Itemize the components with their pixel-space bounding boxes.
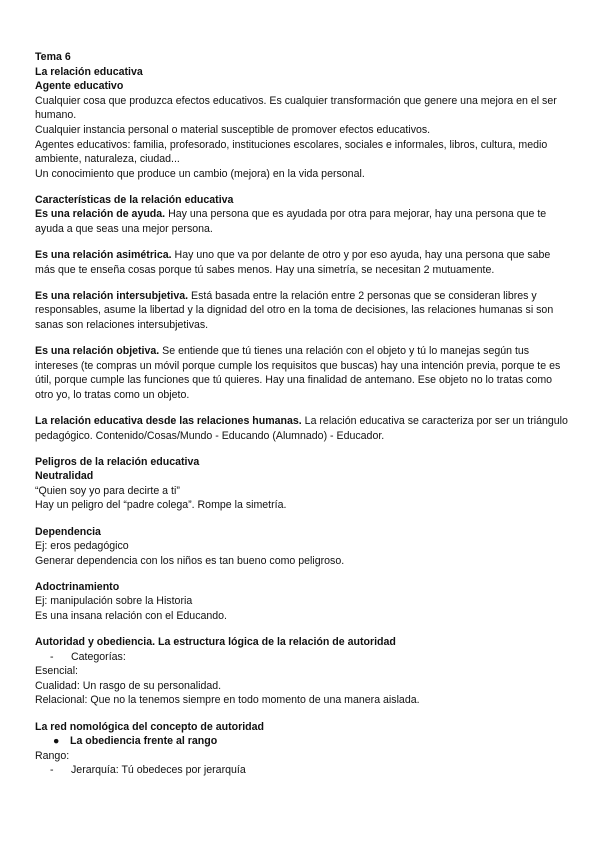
document-title: La relación educativa — [35, 65, 143, 78]
autoridad-esencial: Esencial: — [35, 665, 78, 678]
peligro-title-dependencia: Dependencia — [35, 525, 101, 538]
list-item-text: Jerarquía: Tú obedeces por jerarquía — [71, 764, 246, 777]
red-rango: Rango: — [35, 749, 70, 762]
caracteristica-label: Es una relación objetiva. — [35, 345, 160, 358]
caracteristica-text: La relación educativa se caracteriza por ser un triángulo pedagógico. Contenido/Cosas/Mundo - Educando (Alumnado) - Educador. — [35, 414, 568, 442]
peligro-text: Generar dependencia con los niños es tan bueno como peligroso. — [35, 554, 345, 567]
agente-paragraph-1: Cualquier cosa que produzca efectos educativos. Es cualquier transformación que genere una mejora en el ser humano. — [35, 94, 557, 122]
section-heading-red-nomologica: La red nomológica del concepto de autoridad — [35, 720, 264, 733]
peligro-example: Ej: eros pedagógico — [35, 540, 129, 553]
caracteristica-text: Hay una persona que es ayudada por otra para mejorar, hay una persona que te ayuda a que seas una mejor persona. — [35, 208, 547, 236]
caracteristica-label: Es una relación de ayuda. — [35, 208, 166, 221]
bullet-marker: ● — [53, 735, 60, 748]
list-item-text: Categorías: — [71, 650, 126, 663]
caracteristica-asimetrica — [35, 248, 570, 277]
caracteristica-text: Hay uno que va por delante de otro y por eso ayuda, hay una persona que sabe más que te enseña cosas porque tú sabes menos. Hay una simetría, se necesitan 2 mutuamente. — [35, 249, 551, 276]
caracteristica-objetiva — [35, 344, 570, 402]
peligro-quote: “Quien soy yo para decirte a ti” — [35, 484, 180, 497]
caracteristica-ayuda — [35, 207, 570, 236]
section-heading-autoridad: Autoridad y obediencia. La estructura lógica de la relación de autoridad — [35, 636, 396, 649]
peligro-text: Es una insana relación con el Educando. — [35, 610, 227, 622]
bullet-text: La obediencia frente al rango — [70, 735, 218, 748]
caracteristica-intersubjetiva — [35, 289, 570, 333]
topic-number: Tema 6 — [35, 51, 71, 63]
caracteristica-relaciones-humanas — [35, 414, 570, 443]
autoridad-cualidad: Cualidad: Un rasgo de su personalidad. — [35, 679, 222, 692]
list-item-jerarquia — [35, 763, 570, 778]
agente-paragraph-3: Agentes educativos: familia, profesorado, instituciones escolares, sociales e informales, libros, cultura, medio ambiente, naturaleza, ciudad... — [35, 138, 548, 166]
peligro-title-adoctrinamiento: Adoctrinamiento — [35, 580, 120, 593]
caracteristica-label: Es una relación intersubjetiva. — [35, 289, 189, 302]
caracteristica-label: Es una relación asimétrica. — [35, 249, 172, 262]
section-heading-caracteristicas: Características de la relación educativa — [35, 193, 234, 206]
section-heading-agente: Agente educativo — [35, 80, 124, 93]
peligro-title-neutralidad: Neutralidad — [35, 470, 94, 483]
list-item-categorias — [35, 650, 570, 665]
caracteristica-label: La relación educativa desde las relaciones humanas. — [35, 414, 302, 427]
caracteristica-text: Está basada entre la relación entre 2 personas que se consideran libres y responsables, asume la libertad y la dignidad del otro en la toma de decisiones, las relaciones humanas si son sanas son relaciones intersubjetivas. — [35, 289, 554, 331]
agente-paragraph-2: Cualquier instancia personal o material susceptible de promover efectos educativos. — [35, 123, 431, 136]
dash-marker: - — [50, 650, 54, 663]
caracteristica-text: Se entiende que tú tienes una relación con el objeto y tú lo manejas según tus intereses (te compras un móvil porque cumple los requisitos que buscas) hay una intención previa, porque te es útil, porque cumple las funciones que tú quieres. Hay una finalidad de antemano. Ese objeto no lo tratas como otro yo, lo tratas como un objeto. — [35, 345, 561, 401]
autoridad-relacional: Relacional: Que no la tenemos siempre en todo momento de una manera aislada. — [35, 694, 420, 707]
agente-paragraph-4: Un conocimiento que produce un cambio (mejora) en la vida personal. — [35, 167, 365, 180]
dash-marker: - — [50, 764, 54, 777]
section-heading-peligros: Peligros de la relación educativa — [35, 455, 200, 468]
bullet-item — [35, 734, 570, 749]
peligro-example: Ej: manipulación sobre la Historia — [35, 595, 193, 608]
peligro-text: Hay un peligro del “padre colega”. Rompe la simetría. — [35, 499, 287, 512]
